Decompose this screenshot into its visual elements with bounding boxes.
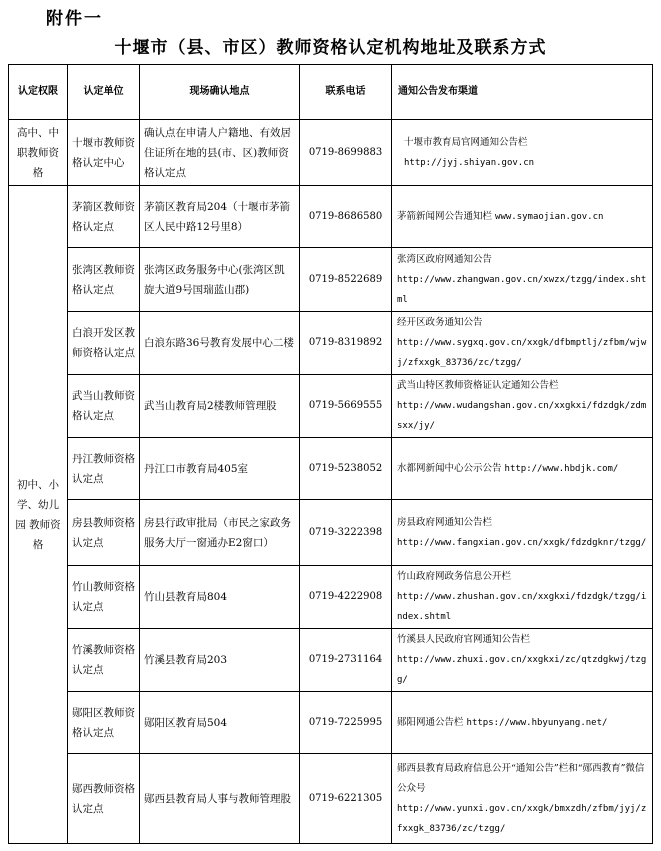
document-title: 十堰市（县、市区）教师资格认定机构地址及联系方式	[114, 38, 547, 58]
channel-link[interactable]: http://www.zhangwan.gov.cn/xwzx/tzgg/index.shtml	[397, 274, 647, 305]
unit-cell: 郧西教师资格认定点	[68, 754, 140, 844]
location-cell: 白浪东路36号教育发展中心二楼	[140, 312, 300, 375]
channel-cell	[392, 186, 653, 248]
table-row	[9, 120, 653, 186]
unit-cell: 白浪开发区教师资格认定点	[68, 312, 140, 375]
column-header-channel: 通知公告发布渠道	[392, 65, 653, 120]
channel-cell	[392, 500, 653, 566]
column-header-unit: 认定单位	[68, 65, 140, 120]
phone-cell: 0719-6221305	[300, 754, 392, 844]
location-cell: 郧阳区教育局504	[140, 692, 300, 754]
channel-text: 房县政府网通知公告栏	[397, 516, 493, 528]
channel-cell	[392, 692, 653, 754]
column-header-phone: 联系电话	[300, 65, 392, 120]
channel-link[interactable]: http://jyj.shiyan.gov.cn	[404, 157, 535, 168]
channel-link[interactable]: http://www.hbdjk.com/	[504, 463, 619, 474]
unit-cell: 茅箭区教师资格认定点	[68, 186, 140, 248]
channel-cell	[392, 438, 653, 500]
channel-cell	[392, 629, 653, 692]
unit-cell: 武当山教师资格认定点	[68, 375, 140, 438]
location-cell: 房县行政审批局（市民之家政务服务大厅一窗通办E2窗口）	[140, 500, 300, 566]
unit-cell: 郧阳区教师资格认定点	[68, 692, 140, 754]
channel-link[interactable]: http://www.fangxian.gov.cn/xxgk/fdzdgknr/tzgg/	[397, 537, 647, 548]
channel-link[interactable]: www.symaojian.gov.cn	[495, 211, 604, 222]
channel-text: 武当山特区教师资格证认定通知公告栏	[397, 380, 559, 391]
unit-cell: 竹溪教师资格认定点	[68, 629, 140, 692]
table-row	[9, 186, 653, 248]
channel-text: 竹山政府网政务信息公开栏	[397, 571, 512, 582]
location-cell: 郧西县教育局人事与教师管理股	[140, 754, 300, 844]
channel-link[interactable]: http://www.sygxq.gov.cn/xxgk/dfbmptlj/zfbm/wjwj/zfxxgk_83736/zc/tzgg/	[397, 338, 647, 368]
location-cell: 竹山县教育局804	[140, 566, 300, 629]
channel-text: 竹溪县人民政府官网通知公告栏	[397, 634, 531, 645]
unit-cell: 十堰市教师资格认定中心	[68, 120, 140, 186]
location-cell: 张湾区政务服务中心(张湾区凯旋大道9号国瑞蓝山郡)	[140, 248, 300, 312]
channel-link[interactable]: http://www.wudangshan.gov.cn/xxgkxi/fdzdgk/zdmsxx/jy/	[397, 401, 647, 431]
phone-cell: 0719-3222398	[300, 500, 392, 566]
location-cell: 武当山教育局2楼教师管理股	[140, 375, 300, 438]
table-row	[9, 629, 653, 692]
channel-text: 经开区政务通知公告	[397, 317, 483, 328]
permission-cell: 初中、小学、幼儿园 教师资格	[9, 186, 68, 844]
location-cell: 确认点在申请人户籍地、有效居住证所在地的县(市、区)教师资格认定点	[140, 120, 300, 186]
phone-cell: 0719-8699883	[300, 120, 392, 186]
phone-cell: 0719-8686580	[300, 186, 392, 248]
table-row	[9, 312, 653, 375]
location-cell: 竹溪县教育局203	[140, 629, 300, 692]
phone-cell: 0719-5238052	[300, 438, 392, 500]
phone-cell: 0719-4222908	[300, 566, 392, 629]
table-row	[9, 692, 653, 754]
table-row	[9, 500, 653, 566]
column-header-permission: 认定权限	[9, 65, 68, 120]
channel-cell	[392, 754, 653, 844]
channel-text: 茅箭新闻网公告通知栏	[397, 210, 493, 222]
contact-table	[8, 64, 653, 844]
table-row	[9, 566, 653, 629]
permission-cell: 高中、中职教师资格	[9, 120, 68, 186]
channel-link[interactable]: http://www.zhushan.gov.cn/xxgkxi/fdzdgk/tzgg/index.shtml	[397, 592, 647, 622]
column-header-location: 现场确认地点	[140, 65, 300, 120]
channel-cell	[392, 312, 653, 375]
channel-link[interactable]: http://www.yunxi.gov.cn/xxgk/bmxzdh/zfbm/jyj/zfxxgk_83736/zc/tzgg/	[397, 803, 647, 834]
channel-text: 水都网新闻中心公示公告	[397, 462, 502, 474]
unit-cell: 丹江教师资格认定点	[68, 438, 140, 500]
channel-text: 十堰市教育局官网通知公告栏	[404, 136, 528, 148]
table-row	[9, 754, 653, 844]
unit-cell: 竹山教师资格认定点	[68, 566, 140, 629]
phone-cell: 0719-8522689	[300, 248, 392, 312]
phone-cell: 0719-7225995	[300, 692, 392, 754]
phone-cell: 0719-2731164	[300, 629, 392, 692]
attachment-label: 附件一	[46, 9, 103, 29]
channel-cell	[392, 375, 653, 438]
table-row	[9, 438, 653, 500]
unit-cell: 房县教师资格认定点	[68, 500, 140, 566]
channel-cell	[392, 248, 653, 312]
channel-text: 郧阳网通公告栏	[397, 716, 464, 728]
phone-cell: 0719-8319892	[300, 312, 392, 375]
channel-text: 张湾区政府网通知公告	[397, 253, 493, 265]
channel-text: 郧西县教育局政府信息公开“通知公告”栏和“郧西教育”微信公众号	[397, 762, 645, 794]
location-cell: 茅箭区教育局204（十堰市茅箭区人民中路12号里8）	[140, 186, 300, 248]
channel-cell	[392, 566, 653, 629]
channel-link[interactable]: https://www.hbyunyang.net/	[466, 717, 608, 728]
location-cell: 丹江口市教育局405室	[140, 438, 300, 500]
table-row	[9, 248, 653, 312]
channel-cell	[392, 120, 653, 186]
unit-cell: 张湾区教师资格认定点	[68, 248, 140, 312]
channel-link[interactable]: http://www.zhuxi.gov.cn/xxgkxi/zc/qtzdgkwj/tzgg/	[397, 655, 647, 685]
table-row	[9, 375, 653, 438]
table-header-row	[9, 65, 653, 120]
phone-cell: 0719-5669555	[300, 375, 392, 438]
